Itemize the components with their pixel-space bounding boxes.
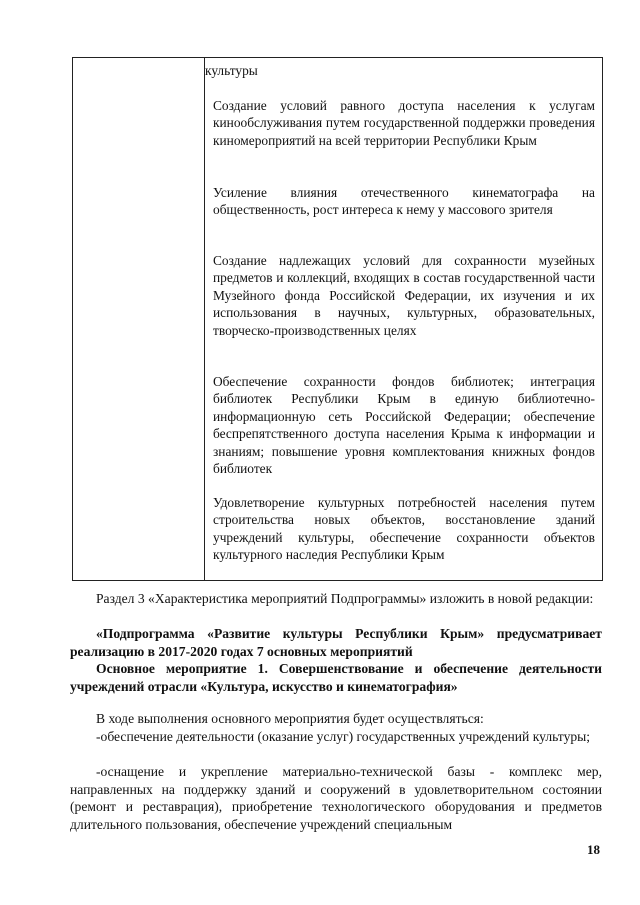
bullet-item: -обеспечение деятельности (оказание услуг) государственных учреждений культуры; — [96, 729, 591, 744]
bullet-item: -оснащение и укрепление материально-технической базы - комплекс мер, направленных на поддержку зданий и сооружений в удовлетворительном состоянии (ремонт и реставрация), приобретение технологического оборудования и предметов длительного пользования, обеспечение учреждений специальным — [70, 764, 602, 832]
page-number: 18 — [587, 842, 600, 857]
table-column-divider — [204, 58, 205, 580]
table-item-cinema-influence: Усиление влияния отечественного кинематографа на общественность, рост интереса к нему у массового зрителя — [213, 185, 595, 218]
section-intro: Раздел 3 «Характеристика мероприятий Подпрограммы» изложить в новой редакции: — [96, 591, 594, 606]
table-item-cinema-access: Создание условий равного доступа населения к услугам кинообслуживания путем государственной поддержки проведения киномероприятий на всей территории Республики Крым — [213, 98, 595, 148]
table-item-libraries: Обеспечение сохранности фондов библиотек; интеграция библиотек Республики Крым в единую библиотечно-информационную сеть Российской Федерации; обеспечение беспрепятственного доступа населения Крыма к информации и знаниям; повышение уровня комплектования книжных фондов библиотек — [213, 374, 595, 477]
table-cell-continuation: культуры — [205, 63, 258, 78]
table-item-cultural-needs: Удовлетворение культурных потребностей населения путем строительства новых объектов, восстановление зданий учреждений культуры, обеспечение сохранности объектов культурного наследия Республики Крым — [213, 495, 595, 563]
intro-line: В ходе выполнения основного мероприятия будет осуществляться: — [96, 711, 484, 726]
table-item-museum-fund: Создание надлежащих условий для сохранности музейных предметов и коллекций, входящих в состав государственной части Музейного фонда Российской Федерации, их изучения и их использования в научных, культурных, образовательных, творческо-производственных целях — [213, 253, 595, 338]
subprogram-title: «Подпрограмма «Развитие культуры Республики Крым» предусматривает реализацию в 2017-2020 годах 7 основных мероприятий — [70, 626, 602, 659]
main-event-heading: Основное мероприятие 1. Совершенствование и обеспечение деятельности учреждений отрасли «Культура, искусство и кинематография» — [70, 661, 602, 694]
